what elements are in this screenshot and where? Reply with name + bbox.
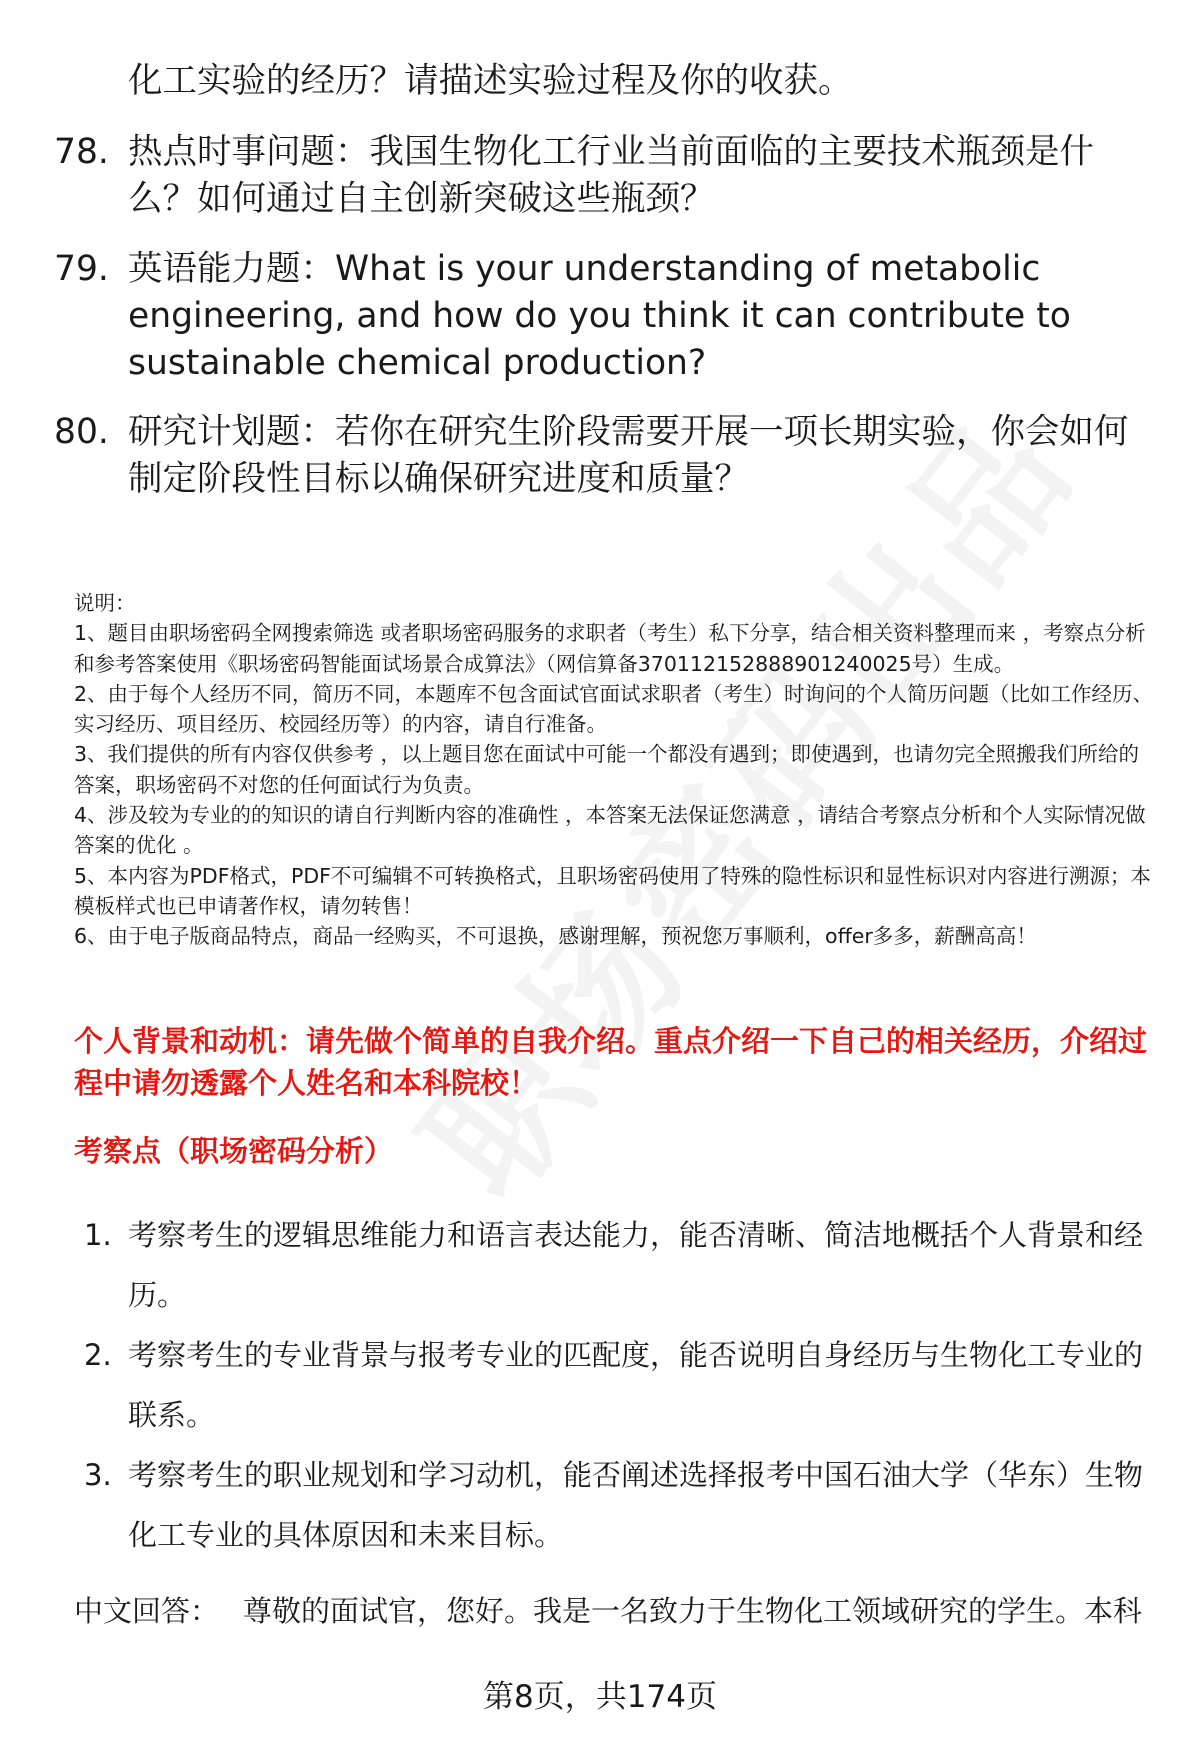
note-item: 2、由于每个人经历不同，简历不同，本题库不包含面试官面试求职者（考生）时询问的个人简历问题（比如工作经历、实习经历、项目经历、校园经历等）的内容，请自行准备。: [74, 681, 1154, 737]
question-text: 研究计划题：若你在研究生阶段需要开展一项长期实验，你会如何制定阶段性目标以确保研究进度和质量？: [128, 412, 1129, 499]
notes-title: 说明：: [74, 591, 136, 615]
exam-point-number: 3.: [84, 1458, 112, 1492]
question-80: [54, 409, 1144, 503]
exam-point: [84, 1445, 1154, 1565]
notes-section: [74, 588, 1154, 952]
answer-text: 尊敬的面试官，您好。我是一名致力于生物化工领域研究的学生。本科: [243, 1594, 1143, 1628]
exam-point: [84, 1325, 1154, 1445]
continued-question-text: 化工实验的经历？请描述实验过程及你的收获。: [128, 61, 853, 101]
page-footer: 第8页，共174页: [483, 1679, 717, 1715]
section-question: 个人背景和动机：请先做个简单的自我介绍。重点介绍一下自己的相关经历，介绍过程中请勿透露个人姓名和本科院校！: [74, 1024, 1148, 1100]
continued-question: [54, 58, 1144, 105]
question-79: [54, 246, 1144, 387]
exam-points-title: 考察点（职场密码分析）: [74, 1134, 394, 1168]
exam-point-text: 考察考生的职业规划和学习动机，能否阐述选择报考中国石油大学（华东）生物化工专业的具体原因和未来目标。: [128, 1458, 1144, 1552]
note-item: 1、题目由职场密码全网搜索筛选 或者职场密码服务的求职者（考生）私下分享，结合相关资料整理而来 ，考察点分析和参考答案使用《职场密码智能面试场景合成算法》（网信算备370112152888901240025号）生成。: [74, 621, 1146, 676]
note-item: 4、涉及较为专业的的知识的请自行判断内容的准确性 ，本答案无法保证您满意 ，请结合考察点分析和个人实际情况做答案的优化 。: [74, 803, 1146, 858]
exam-point-text: 考察考生的专业背景与报考专业的匹配度，能否说明自身经历与生物化工专业的联系。: [128, 1338, 1144, 1432]
answer-label: 中文回答：: [74, 1594, 220, 1628]
exam-point-number: 1.: [84, 1218, 112, 1252]
question-number: 80.: [54, 412, 109, 452]
exam-point-text: 考察考生的逻辑思维能力和语言表达能力，能否清晰、简洁地概括个人背景和经历。: [128, 1218, 1144, 1312]
question-78: [54, 129, 1144, 223]
exam-point-number: 2.: [84, 1338, 112, 1372]
question-text: 英语能力题：What is your understanding of metabolic engineering, and how do you think it can contribute to sustainable chemical production?: [128, 249, 1071, 383]
exam-points-list: [84, 1205, 1154, 1565]
question-number: 79.: [54, 249, 109, 289]
chinese-answer: [74, 1590, 1164, 1632]
note-item: 6、由于电子版商品特点，商品一经购买，不可退换，感谢理解，预祝您万事顺利，offer多多，薪酬高高！: [74, 924, 1037, 949]
note-item: 5、本内容为PDF格式，PDF不可编辑不可转换格式，且职场密码使用了特殊的隐性标识和显性标识对内容进行溯源；本模板样式也已申请著作权，请勿转售！: [74, 863, 1151, 918]
question-number: 78.: [54, 132, 109, 172]
note-item: 3、我们提供的所有内容仅供参考 ，以上题目您在面试中可能一个都没有遇到；即使遇到，也请勿完全照搬我们所给的答案，职场密码不对您的任何面试行为负责。: [74, 742, 1140, 797]
exam-point: [84, 1205, 1154, 1325]
question-text: 热点时事问题：我国生物化工行业当前面临的主要技术瓶颈是什么？如何通过自主创新突破这些瓶颈？: [128, 132, 1094, 219]
